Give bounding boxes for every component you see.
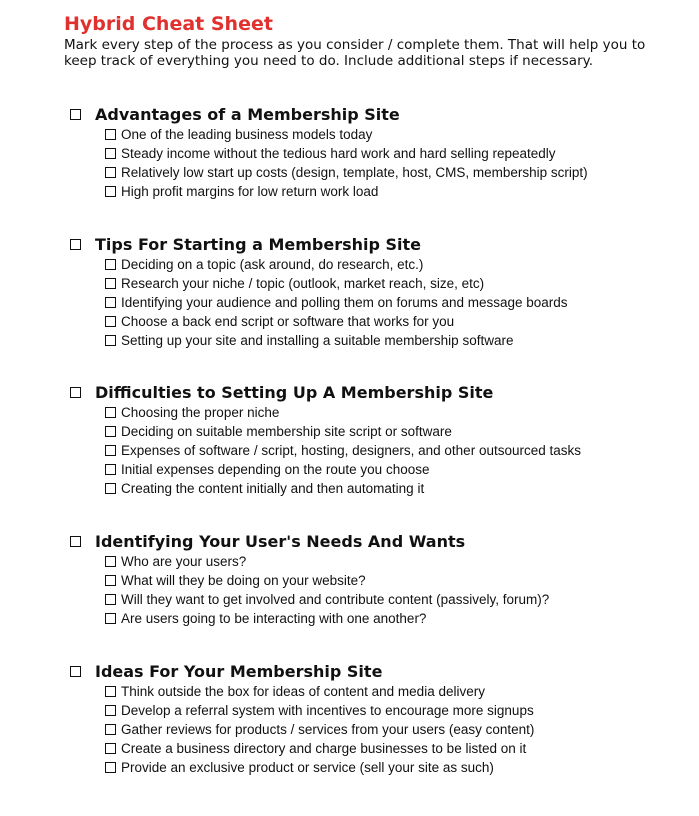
- checklist-item: [105, 571, 549, 590]
- item-label: Are users going to be interacting with one another?: [121, 611, 427, 626]
- checklist-item: [105, 182, 588, 201]
- checklist-item: [105, 590, 549, 609]
- checklist: [70, 255, 568, 350]
- section-header: [70, 660, 534, 682]
- item-checkbox[interactable]: [105, 426, 116, 437]
- item-checkbox[interactable]: [105, 464, 116, 475]
- checklist-item: [105, 274, 568, 293]
- checklist-item: [105, 441, 581, 460]
- section-checkbox[interactable]: [70, 109, 81, 120]
- section-header: [70, 233, 568, 255]
- checklist-item: [105, 331, 568, 350]
- checklist-item: [105, 609, 549, 628]
- item-label: Identifying your audience and polling them on forums and message boards: [121, 295, 568, 310]
- item-checkbox[interactable]: [105, 575, 116, 586]
- item-label: Setting up your site and installing a suitable membership software: [121, 333, 514, 348]
- item-checkbox[interactable]: [105, 762, 116, 773]
- checklist-item: [105, 460, 581, 479]
- item-checkbox[interactable]: [105, 686, 116, 697]
- item-checkbox[interactable]: [105, 316, 116, 327]
- item-label: Research your niche / topic (outlook, market reach, size, etc): [121, 276, 485, 291]
- item-label: Deciding on a topic (ask around, do research, etc.): [121, 257, 424, 272]
- checklist-item: [105, 293, 568, 312]
- section-title: Identifying Your User's Needs And Wants: [95, 531, 466, 551]
- item-checkbox[interactable]: [105, 259, 116, 270]
- checklist-item: [105, 552, 549, 571]
- item-checkbox[interactable]: [105, 129, 116, 140]
- checklist-item: [105, 758, 534, 777]
- item-checkbox[interactable]: [105, 297, 116, 308]
- checklist-item: [105, 422, 581, 441]
- item-checkbox[interactable]: [105, 445, 116, 456]
- item-label: High profit margins for low return work load: [121, 184, 379, 199]
- checklist-item: [105, 720, 534, 739]
- item-label: Choose a back end script or software that works for you: [121, 314, 455, 329]
- section-title: Difficulties to Setting Up A Membership Site: [95, 382, 494, 402]
- checklist-item: [105, 701, 534, 720]
- item-label: Steady income without the tedious hard work and hard selling repeatedly: [121, 146, 556, 161]
- item-checkbox[interactable]: [105, 613, 116, 624]
- item-label: Think outside the box for ideas of content and media delivery: [121, 684, 485, 699]
- item-checkbox[interactable]: [105, 743, 116, 754]
- section-checkbox[interactable]: [70, 387, 81, 398]
- item-checkbox[interactable]: [105, 148, 116, 159]
- checklist-item: [105, 255, 568, 274]
- section-header: [70, 530, 549, 552]
- section-title: Tips For Starting a Membership Site: [95, 234, 422, 254]
- checklist: [70, 682, 534, 777]
- item-label: Expenses of software / script, hosting, designers, and other outsourced tasks: [121, 443, 581, 458]
- item-checkbox[interactable]: [105, 186, 116, 197]
- checklist: [70, 552, 549, 628]
- checklist: [70, 125, 588, 201]
- item-label: Who are your users?: [121, 554, 247, 569]
- checklist-item: [105, 682, 534, 701]
- section-header: [70, 381, 581, 403]
- item-label: Provide an exclusive product or service (sell your site as such): [121, 760, 494, 775]
- section-tips: [70, 233, 568, 350]
- item-checkbox[interactable]: [105, 594, 116, 605]
- checklist: [70, 403, 581, 498]
- intro-text: Mark every step of the process as you consider / complete them. That will help you to keep track of everything you need to do. Include additional steps if necessary.: [64, 37, 646, 69]
- item-checkbox[interactable]: [105, 705, 116, 716]
- section-user-needs: [70, 530, 549, 628]
- item-label: Choosing the proper niche: [121, 405, 280, 420]
- item-checkbox[interactable]: [105, 407, 116, 418]
- section-title: Advantages of a Membership Site: [95, 104, 400, 124]
- checklist-item: [105, 739, 534, 758]
- item-label: Creating the content initially and then automating it: [121, 481, 425, 496]
- item-checkbox[interactable]: [105, 335, 116, 346]
- checklist-item: [105, 479, 581, 498]
- item-label: Deciding on suitable membership site script or software: [121, 424, 452, 439]
- checklist-item: [105, 125, 588, 144]
- checklist-item: [105, 144, 588, 163]
- section-advantages: [70, 103, 588, 201]
- checklist-item: [105, 312, 568, 331]
- checklist-item: [105, 403, 581, 422]
- item-label: What will they be doing on your website?: [121, 573, 366, 588]
- item-label: Develop a referral system with incentives to encourage more signups: [121, 703, 534, 718]
- section-header: [70, 103, 588, 125]
- section-checkbox[interactable]: [70, 536, 81, 547]
- item-label: Relatively low start up costs (design, template, host, CMS, membership script): [121, 165, 588, 180]
- section-difficulties: [70, 381, 581, 498]
- item-checkbox[interactable]: [105, 483, 116, 494]
- section-ideas: [70, 660, 534, 777]
- item-checkbox[interactable]: [105, 724, 116, 735]
- item-checkbox[interactable]: [105, 278, 116, 289]
- item-checkbox[interactable]: [105, 167, 116, 178]
- section-title: Ideas For Your Membership Site: [95, 661, 383, 681]
- item-label: Create a business directory and charge businesses to be listed on it: [121, 741, 527, 756]
- item-label: Gather reviews for products / services from your users (easy content): [121, 722, 535, 737]
- item-label: Initial expenses depending on the route you choose: [121, 462, 430, 477]
- item-checkbox[interactable]: [105, 556, 116, 567]
- section-checkbox[interactable]: [70, 239, 81, 250]
- item-label: One of the leading business models today: [121, 127, 373, 142]
- section-checkbox[interactable]: [70, 666, 81, 677]
- checklist-item: [105, 163, 588, 182]
- page-title: Hybrid Cheat Sheet: [64, 13, 273, 35]
- item-label: Will they want to get involved and contribute content (passively, forum)?: [121, 592, 550, 607]
